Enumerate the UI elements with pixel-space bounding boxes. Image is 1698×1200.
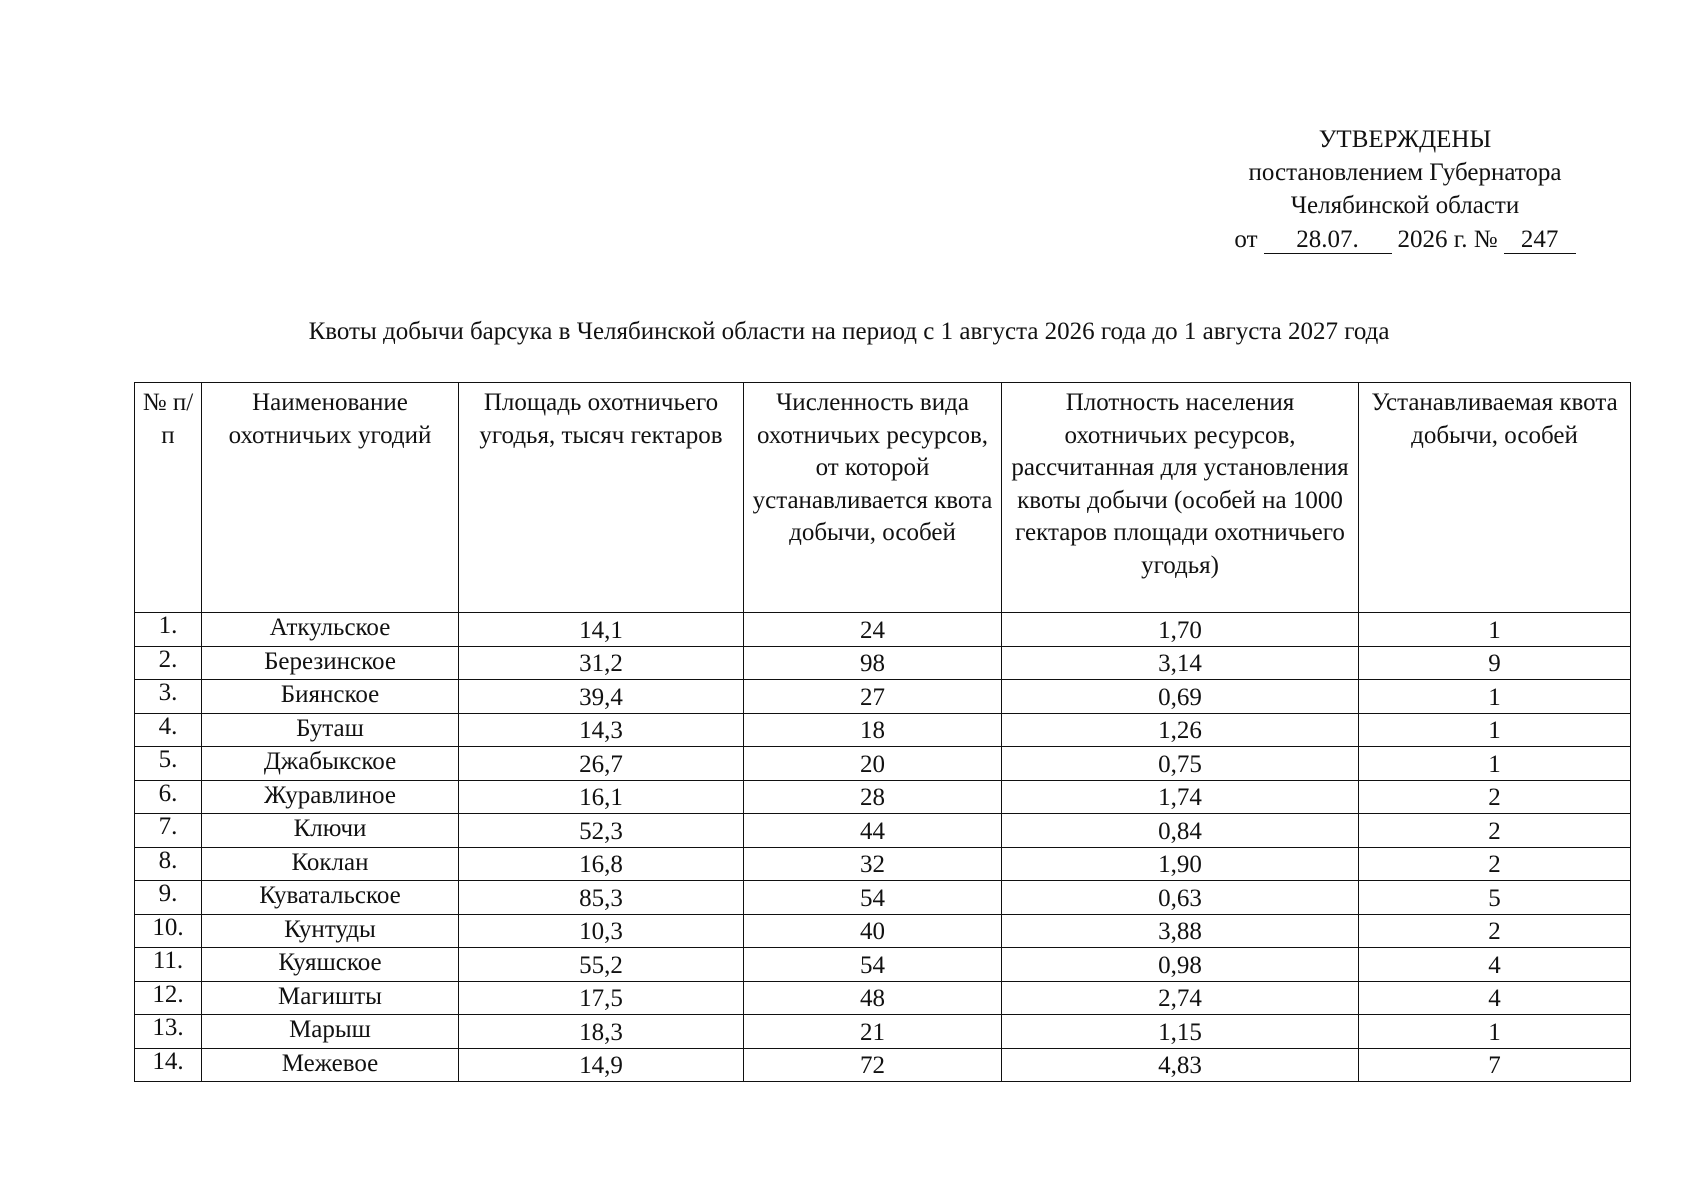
cell-density: 1,74 — [1002, 780, 1359, 814]
cell-number: 4. — [135, 713, 202, 747]
cell-population: 72 — [744, 1048, 1002, 1082]
table-row — [135, 814, 1631, 848]
approval-number: 247 — [1504, 227, 1576, 254]
cell-number: 7. — [135, 814, 202, 848]
cell-number: 6. — [135, 780, 202, 814]
cell-area: 16,1 — [459, 780, 744, 814]
cell-quota: 9 — [1359, 646, 1631, 680]
approval-year: 2026 г. № — [1397, 226, 1498, 253]
header-quota: Устанавливаемая квота добычи, особей — [1359, 383, 1631, 613]
cell-area: 14,3 — [459, 713, 744, 747]
cell-quota: 5 — [1359, 881, 1631, 915]
cell-quota: 1 — [1359, 680, 1631, 714]
approval-block — [1180, 123, 1630, 256]
cell-density: 4,83 — [1002, 1048, 1359, 1082]
document-title: Квоты добычи барсука в Челябинской области на период с 1 августа 2026 года до 1 августа 2027 года — [308, 318, 1390, 345]
cell-population: 32 — [744, 847, 1002, 881]
cell-land-name: Биянское — [202, 680, 459, 714]
cell-land-name: Куяшское — [202, 948, 459, 982]
table-body — [135, 613, 1631, 1082]
cell-number: 1. — [135, 613, 202, 647]
cell-land-name: Межевое — [202, 1048, 459, 1082]
cell-population: 98 — [744, 646, 1002, 680]
cell-area: 31,2 — [459, 646, 744, 680]
cell-density: 0,84 — [1002, 814, 1359, 848]
cell-area: 14,1 — [459, 613, 744, 647]
cell-land-name: Ключи — [202, 814, 459, 848]
table-row — [135, 747, 1631, 781]
cell-land-name: Кунтуды — [202, 914, 459, 948]
cell-area: 85,3 — [459, 881, 744, 915]
approval-line-1: постановлением Губернатора — [1248, 159, 1562, 186]
table-row — [135, 847, 1631, 881]
table-row — [135, 780, 1631, 814]
approval-signature-line — [1180, 223, 1630, 256]
cell-population: 54 — [744, 948, 1002, 982]
cell-area: 26,7 — [459, 747, 744, 781]
cell-quota: 2 — [1359, 780, 1631, 814]
cell-number: 2. — [135, 646, 202, 680]
cell-area: 16,8 — [459, 847, 744, 881]
cell-quota: 4 — [1359, 981, 1631, 1015]
cell-population: 28 — [744, 780, 1002, 814]
cell-number: 14. — [135, 1048, 202, 1082]
cell-quota: 2 — [1359, 847, 1631, 881]
cell-area: 17,5 — [459, 981, 744, 1015]
cell-density: 1,70 — [1002, 613, 1359, 647]
quota-table — [134, 382, 1631, 1082]
cell-number: 12. — [135, 981, 202, 1015]
cell-population: 20 — [744, 747, 1002, 781]
cell-land-name: Аткульское — [202, 613, 459, 647]
cell-population: 18 — [744, 713, 1002, 747]
cell-density: 3,14 — [1002, 646, 1359, 680]
cell-quota: 1 — [1359, 713, 1631, 747]
cell-population: 54 — [744, 881, 1002, 915]
header-area: Площадь охотничьего угодья, тысяч гектаров — [459, 383, 744, 613]
cell-number: 13. — [135, 1015, 202, 1049]
table-row — [135, 1015, 1631, 1049]
cell-population: 27 — [744, 680, 1002, 714]
cell-density: 0,75 — [1002, 747, 1359, 781]
table-row — [135, 613, 1631, 647]
header-density: Плотность населения охотничьих ресурсов, рассчитанная для установления квоты добычи (особей на 1000 гектаров площади охотничьего угодья) — [1002, 383, 1359, 613]
header-land-name: Наименование охотничьих угодий — [202, 383, 459, 613]
cell-number: 9. — [135, 881, 202, 915]
cell-quota: 1 — [1359, 1015, 1631, 1049]
header-number: № п/п — [135, 383, 202, 613]
cell-land-name: Магишты — [202, 981, 459, 1015]
cell-quota: 2 — [1359, 914, 1631, 948]
table-row — [135, 680, 1631, 714]
cell-density: 1,26 — [1002, 713, 1359, 747]
cell-number: 8. — [135, 847, 202, 881]
header-population: Численность вида охотничьих ресурсов, от которой устанавливается квота добычи, особей — [744, 383, 1002, 613]
cell-population: 40 — [744, 914, 1002, 948]
table-row — [135, 646, 1631, 680]
cell-number: 10. — [135, 914, 202, 948]
cell-population: 24 — [744, 613, 1002, 647]
table-header-row — [135, 383, 1631, 613]
cell-land-name: Коклан — [202, 847, 459, 881]
cell-land-name: Березинское — [202, 646, 459, 680]
cell-area: 55,2 — [459, 948, 744, 982]
cell-quota: 1 — [1359, 747, 1631, 781]
approval-date: 28.07. — [1264, 227, 1392, 254]
table-row — [135, 713, 1631, 747]
cell-land-name: Марыш — [202, 1015, 459, 1049]
cell-density: 0,98 — [1002, 948, 1359, 982]
from-label: от — [1234, 226, 1258, 253]
cell-land-name: Журавлиное — [202, 780, 459, 814]
cell-density: 1,90 — [1002, 847, 1359, 881]
cell-land-name: Буташ — [202, 713, 459, 747]
cell-area: 14,9 — [459, 1048, 744, 1082]
cell-number: 3. — [135, 680, 202, 714]
cell-density: 2,74 — [1002, 981, 1359, 1015]
cell-number: 5. — [135, 747, 202, 781]
table-row — [135, 914, 1631, 948]
cell-area: 10,3 — [459, 914, 744, 948]
cell-density: 0,69 — [1002, 680, 1359, 714]
approval-heading: УТВЕРЖДЕНЫ — [1318, 126, 1492, 153]
cell-quota: 7 — [1359, 1048, 1631, 1082]
cell-density: 3,88 — [1002, 914, 1359, 948]
cell-area: 18,3 — [459, 1015, 744, 1049]
cell-area: 52,3 — [459, 814, 744, 848]
table-row — [135, 881, 1631, 915]
cell-population: 48 — [744, 981, 1002, 1015]
cell-land-name: Джабыкское — [202, 747, 459, 781]
cell-number: 11. — [135, 948, 202, 982]
cell-density: 1,15 — [1002, 1015, 1359, 1049]
table-row — [135, 981, 1631, 1015]
table-row — [135, 1048, 1631, 1082]
cell-quota: 1 — [1359, 613, 1631, 647]
cell-quota: 4 — [1359, 948, 1631, 982]
cell-area: 39,4 — [459, 680, 744, 714]
table-row — [135, 948, 1631, 982]
cell-population: 21 — [744, 1015, 1002, 1049]
cell-quota: 2 — [1359, 814, 1631, 848]
approval-line-2: Челябинской области — [1290, 192, 1520, 219]
cell-density: 0,63 — [1002, 881, 1359, 915]
cell-population: 44 — [744, 814, 1002, 848]
cell-land-name: Куватальское — [202, 881, 459, 915]
